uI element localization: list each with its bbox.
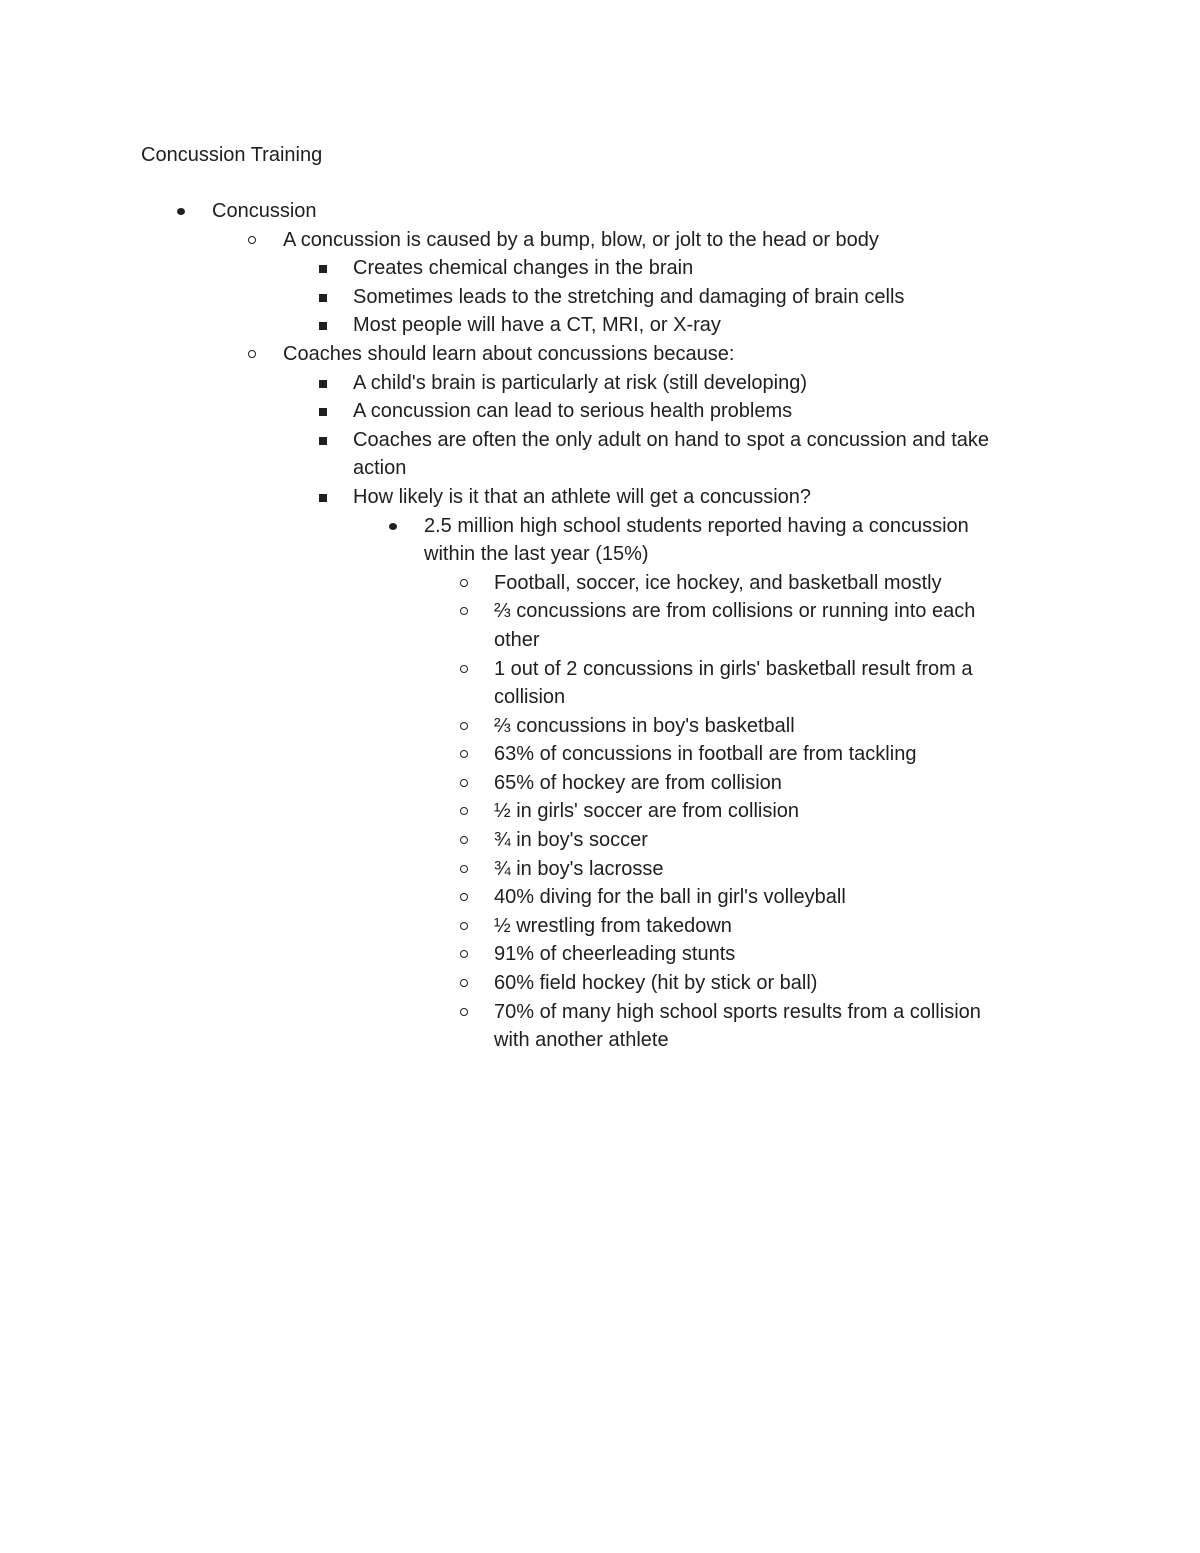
circle-bullet-icon — [460, 779, 468, 787]
square-bullet-icon — [319, 322, 327, 330]
square-bullet-icon — [319, 380, 327, 388]
list-item — [0, 998, 1200, 1027]
circle-bullet-icon — [460, 950, 468, 958]
list-item-continuation — [0, 683, 1200, 712]
list-item-text: 1 out of 2 concussions in girls' basketball result from a — [494, 657, 973, 680]
list-item-text: with another athlete — [494, 1029, 669, 1052]
list-item — [0, 569, 1200, 598]
circle-bullet-icon — [460, 836, 468, 844]
list-item — [0, 940, 1200, 969]
list-item-text: How likely is it that an athlete will get a concussion? — [353, 485, 812, 508]
list-item — [0, 426, 1200, 455]
list-item-continuation — [0, 540, 1200, 569]
list-item-text: 40% diving for the ball in girl's volleyball — [494, 886, 846, 909]
list-item — [0, 740, 1200, 769]
list-item — [0, 826, 1200, 855]
list-item-text: 70% of many high school sports results from a collision — [494, 1000, 981, 1023]
list-item — [0, 512, 1200, 541]
list-item-text: ½ in girls' soccer are from collision — [494, 800, 800, 823]
square-bullet-icon — [319, 294, 327, 302]
outline-list — [0, 197, 1200, 1055]
list-item — [0, 369, 1200, 398]
list-item — [0, 655, 1200, 684]
list-item — [0, 483, 1200, 512]
list-item-text: ¾ in boy's soccer — [494, 829, 648, 852]
list-item-text: Concussion — [212, 200, 317, 222]
list-item-text: Coaches should learn about concussions because: — [283, 342, 735, 365]
list-item-text: Creates chemical changes in the brain — [353, 257, 694, 280]
list-item-text: 63% of concussions in football are from tackling — [494, 743, 917, 766]
document-title: Concussion Training — [141, 144, 323, 166]
circle-bullet-icon — [248, 350, 256, 358]
list-item — [0, 197, 1200, 226]
list-item-text: action — [353, 457, 407, 480]
list-item-text: A concussion is caused by a bump, blow, or jolt to the head or body — [283, 228, 879, 251]
list-item-text: ⅔ concussions in boy's basketball — [494, 714, 795, 737]
list-item — [0, 311, 1200, 340]
circle-bullet-icon — [460, 607, 468, 615]
list-item — [0, 855, 1200, 884]
circle-bullet-icon — [460, 807, 468, 815]
list-item-text: A child's brain is particularly at risk (still developing) — [353, 371, 807, 394]
list-item-text: within the last year (15%) — [424, 543, 649, 566]
list-item-text: 91% of cheerleading stunts — [494, 943, 736, 966]
circle-bullet-icon — [460, 979, 468, 987]
list-item-continuation — [0, 1026, 1200, 1055]
square-bullet-icon — [319, 408, 327, 416]
list-item-text: ⅔ concussions are from collisions or running into each — [494, 600, 976, 623]
circle-bullet-icon — [460, 893, 468, 901]
circle-bullet-icon — [248, 236, 256, 244]
circle-bullet-icon — [460, 922, 468, 930]
list-item — [0, 769, 1200, 798]
list-item — [0, 912, 1200, 941]
circle-bullet-icon — [460, 1008, 468, 1016]
circle-bullet-icon — [460, 865, 468, 873]
list-item-text: ½ wrestling from takedown — [494, 914, 732, 937]
list-item-text: collision — [494, 686, 566, 709]
list-item — [0, 340, 1200, 369]
circle-bullet-icon — [460, 665, 468, 673]
list-item-text: Coaches are often the only adult on hand to spot a concussion and take — [353, 428, 989, 451]
list-item — [0, 397, 1200, 426]
list-item-text: other — [494, 628, 540, 651]
square-bullet-icon — [319, 494, 327, 502]
list-item-continuation — [0, 454, 1200, 483]
list-item-text: Sometimes leads to the stretching and damaging of brain cells — [353, 285, 905, 308]
list-item — [0, 226, 1200, 255]
list-item — [0, 283, 1200, 312]
list-item — [0, 712, 1200, 741]
list-item — [0, 254, 1200, 283]
list-item-text: A concussion can lead to serious health problems — [353, 400, 793, 423]
list-item-text: Football, soccer, ice hockey, and basketball mostly — [494, 571, 942, 594]
list-item — [0, 969, 1200, 998]
list-item — [0, 883, 1200, 912]
disc-bullet-icon — [177, 208, 185, 215]
list-item-text: 60% field hockey (hit by stick or ball) — [494, 972, 818, 995]
list-item-continuation — [0, 626, 1200, 655]
circle-bullet-icon — [460, 722, 468, 730]
list-item-text: 65% of hockey are from collision — [494, 771, 782, 794]
list-item-text: ¾ in boy's lacrosse — [494, 857, 664, 880]
circle-bullet-icon — [460, 579, 468, 587]
square-bullet-icon — [319, 437, 327, 445]
list-item-text: 2.5 million high school students reported having a concussion — [424, 514, 969, 537]
square-bullet-icon — [319, 265, 327, 273]
list-item-text: Most people will have a CT, MRI, or X-ray — [353, 314, 721, 337]
disc-bullet-icon — [389, 523, 397, 530]
circle-bullet-icon — [460, 750, 468, 758]
list-item — [0, 597, 1200, 626]
list-item — [0, 797, 1200, 826]
